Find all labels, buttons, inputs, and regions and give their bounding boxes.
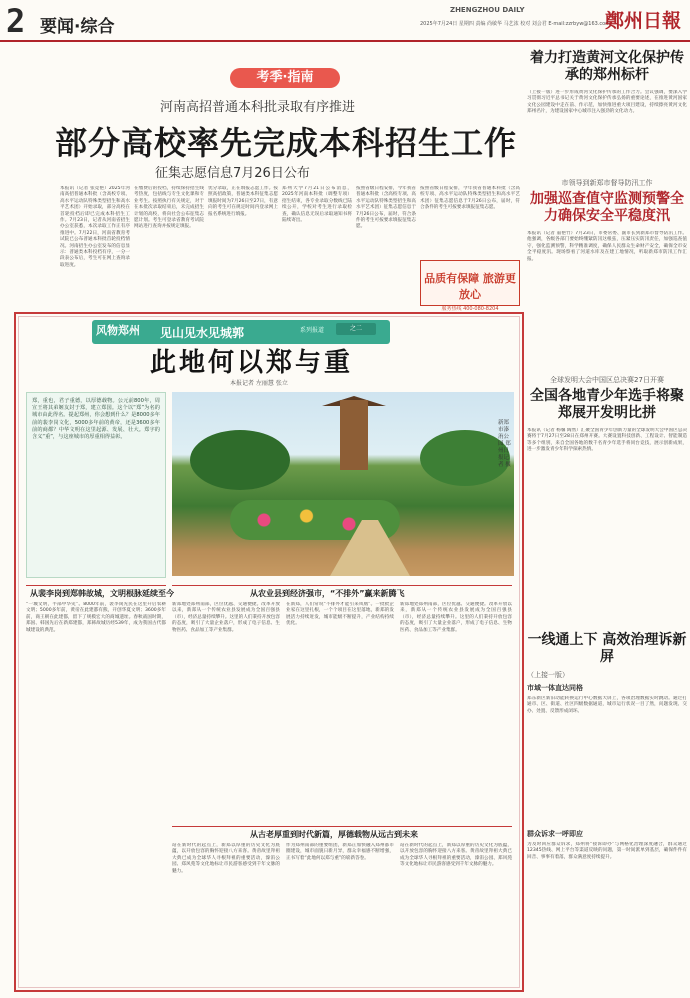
sec1-rule [26, 585, 166, 586]
sec4-col1: 站在新时代的起点上，新郑以厚重的历史文化为底蕴，以开放包容的胸怀迎接八方来客。黄帝故里拜祖大典已成为全球华人寻根拜祖的重要活动，溱洧公园、郑风苑等文化地标让市民游客感受到千年文脉的魅力。 [172, 843, 280, 874]
right-story4-body2: 为及时回应群众诉求，郑州将“接诉即办”与网格化治理深度融合，群众通过12345热线、网上平台等渠道反映的问题，第一时间派单到基层，确保件件有回音、事事有着落，群众满意度持续提升。 [527, 842, 687, 860]
right-story4-title: 一线通上下 高效治理诉新屏 [527, 632, 687, 665]
intro-quote-box [26, 392, 166, 578]
right-story4-kicker: （上接一版） [527, 671, 569, 679]
right-story1-body: （上接一版）进一步形成黄河文化保护传承的工作合力。会议强调，要深入学习贯彻习近平总书记关于黄河文化保护传承弘扬的重要论述，在推进黄河国家文化公园建设中走在前、作示范，加快推进重大项目建设，持续擦亮黄河文化郑州名片，为建设国家中心城市注入强劲的文化动力。 [527, 90, 687, 115]
feature-byline: 本报记者 左丽慧 张立 [230, 380, 288, 387]
right-story4-body1: 郑东新区新旧动能转换运行中心数据大屏上，各项治理数据实时跳动。通过打通市、区、街道、社区四级数据通道，城市运行状况一目了然，问题发现、交办、处置、反馈形成闭环。 [527, 696, 687, 714]
page-number: 2 [6, 2, 26, 40]
sec2-head: 从农业县到经济强市，“不排外”赢来新腾飞 [250, 589, 405, 598]
series-tag: 系列报道 [300, 327, 325, 334]
topic-tag: 考季·指南 [230, 68, 340, 88]
right-story3-title: 全国各地青少年选手将聚郑展开发明比拼 [530, 388, 684, 421]
series-tag2: 之二 [336, 323, 376, 335]
ad-phone: 服务热线 400-080-8204 [441, 306, 499, 312]
sec1-head: 从裴李岗到郑韩故城，文明根脉延续至今 [30, 589, 174, 598]
photo-tree-right [420, 430, 510, 486]
sec4-rule [172, 826, 512, 827]
top-col-2: 在缴费后的投档，持续保持招生线考热度，包括线与专生文化课和专业考生。按照执行有关规定，对于在本批次录取结束后，未完成招生计划的高校，将向社会公布征集志愿计划。考生可登录省教育考试院网站进行查询并按规定填报。 [134, 186, 204, 230]
right-story2-title: 加强巡查值守监测预警全力确保安全平稳度汛 [530, 191, 684, 224]
right-story2-body: 本报讯（记者 董艳竹）7月23日，市委常委、副市长到新郑市督导防汛工作。他强调，各级各部门要始终绷紧防汛这根弦，压紧压实防汛责任，加强巡查值守，强化监测预警，科学精准调度，确保人民群众生命财产安全，确保全市安全平稳度汛。现场察看了河道水库及在建工地情况，听取新郑市防汛工作汇报。 [527, 231, 687, 262]
top-subhead: 征集志愿信息7月26日公布 [155, 166, 310, 181]
series-left: 风物郑州 [96, 324, 140, 337]
sec4-head: 从古老厚重到时代新篇，厚德载物从远古到未来 [250, 830, 418, 839]
photo-tree-left [190, 430, 290, 490]
intro-quote: 郑，重也，君子重德，以厚德载物。公元前800年，周宣王将其弟姬友封于郑，建立郑国。这个以“郑”为名的城市由此得名。提起郑州，你会想到什么？是8000多年前的裴李岗文化，5000多年前的黄帝，还是3600多年前的商都？中华文明在这里起源、发展、壮大。郑字的含义“重”，与这座城市的厚重相得益彰。 [32, 398, 160, 441]
sec4-col2: 作为郑州南部的重要组团，新郑正加快融入郑州都市圈建设，城市面貌日新月异，群众幸福感不断增强，正书写着“此地何以郑与重”的崭新答卷。 [286, 843, 394, 861]
travel-ad [420, 260, 520, 312]
top-headline: 部分高校率先完成本科招生工作 [55, 124, 518, 162]
top-col-1: 本报讯（记者 张竞艳）2025年河南高招普通本科批（含高校专项、高水平运动队特殊类型招生和高水平艺术团）开始录取，部分高校在首轮投档后即已完成本科招生工作。7月23日，记者从河南省招生办公室获悉，本次录取工作正有序推进中。7月22日，河南省教育考试院已公布普通本科批首轮投档情况。河南招生办公室发布的信息显示：普通类本科投档有序，一分一段表公布后，考生可在网上查询录取进度。 [60, 186, 130, 268]
feature-headline: 此地何以郑与重 [150, 348, 354, 378]
section-title: 要闻·综合 [40, 17, 115, 37]
right-story2-kicker: 市领导到新郑市督导防汛工作 [561, 179, 653, 187]
right-story4-sec2: 群众诉求一呼即应 [527, 830, 583, 838]
sec2-col2: 在新郑，人们常说“不排外才能引来凤凰”。一批批企业家在这里扎根，一个个项目在这里落地，新郑的发展活力持续迸发，城市能级不断提升，产业结构持续优化。 [286, 602, 394, 627]
series-right: 见山见水见城郭 [160, 326, 245, 340]
top-col-3: 优分录取，正在填报志愿工作。按照高招政策，普通类本科征集志愿填报时间为7月26日至27日，有意向的考生可在规定时间内登录网上报名系统进行填报。 [208, 186, 278, 217]
photo-pavilion [340, 400, 368, 470]
top-kicker: 河南高招普通本科批录取有序推进 [160, 100, 356, 115]
right-column [527, 50, 687, 992]
right-story3-body: 本报讯（记者 杨馨 陶然）汇聚全国青少年创新力量的全球发明大会中国区总决赛将于7月27日至28日在郑州开赛。大赛设置科技创新、工程设计、智能制造等多个组别，来自全国各地的数千名青少年选手将同台竞技，展示创新成果，进一步激发青少年科学探索热情。 [527, 428, 687, 453]
sec2-col3: 新郑地处郑州南部，区位优越、交通便捷。改革开放以来，新郑从一个传统农业县发展成为全国百强县（市），经济总量持续攀升。这里的人们秉持开放包容的态度，吸引了大量企业落户，形成了电子信息、生物医药、食品加工等产业集群。 [400, 602, 512, 633]
photo-caption: 新郑市溱洧公园 郑州日报记者 摄 [498, 420, 511, 468]
right-story3-kicker: 全球发明大会中国区总决赛27日开赛 [550, 376, 664, 384]
top-col-5: 按照省级日程安排，今年我省普通本科批（含高校专项、高水平运动队特殊类型招生和高水平艺术团）征集志愿信息于7月26日公布，届时，符合条件的考生可按要求填报征集志愿。 [356, 186, 416, 230]
sec4-col3: 站在新时代的起点上，新郑以厚重的历史文化为底蕴，以开放包容的胸怀迎接八方来客。黄帝故里拜祖大典已成为全球华人寻根拜祖的重要活动，溱洧公园、郑风苑等文化地标让市民游客感受到千年文脉的魅力。 [400, 843, 512, 868]
top-col-6: 按照省级日程安排，今年我省普通本科批（含高校专项、高水平运动队特殊类型招生和高水平艺术团）征集志愿信息于7月26日公布，届时，符合条件的考生可按要求填报征集志愿。 [420, 186, 520, 211]
right-story1-title: 着力打造黄河文化保护传承的郑州标杆 [530, 50, 684, 83]
sec1-body: “一城文明，半部中华史”。8000年前，裴李岗先民在这里开启农耕文明；5000多年前，黄帝在此建都有熊，开创华夏文明；3600多年前，商王朝在此建都，留下了规模宏大的商城遗址。春秋战国时期，郑国、韩国先后在新郑建都，郑韩故城历经539年，成为我国古代都城建设的典范。 [26, 602, 166, 633]
header-rule [0, 40, 690, 42]
paper-logo: 鄭州日報 [605, 10, 682, 32]
ad-title: 品质有保障 旅游更放心 [424, 272, 516, 301]
sec2-rule [172, 585, 512, 586]
right-story4-sec1: 市域一体直达同格 [527, 684, 583, 692]
sec2-col1: 新郑地处郑州南部，区位优越、交通便捷。改革开放以来，新郑从一个传统农业县发展成为全国百强县（市），经济总量持续攀升。这里的人们秉持开放包容的态度，吸引了大量企业落户，形成了电子信息、生物医药、食品加工等产业集群。 [172, 602, 280, 633]
paper-english-name: ZHENGZHOU DAILY [450, 6, 525, 14]
top-col-4: 郑州大学7月21日公布消息，2025年河南本科批（调整专项）招生结束，各专业录取分数线已陆续公开，学校对考生进行录取检查，确认信息无误后录取通知书将陆续寄出。 [282, 186, 352, 224]
header-meta: 2025年7月24日 星期四 责编 尚敏华 马艺浓 校对 刘会君 E-mail:zzrbyw@163.com [420, 21, 611, 27]
